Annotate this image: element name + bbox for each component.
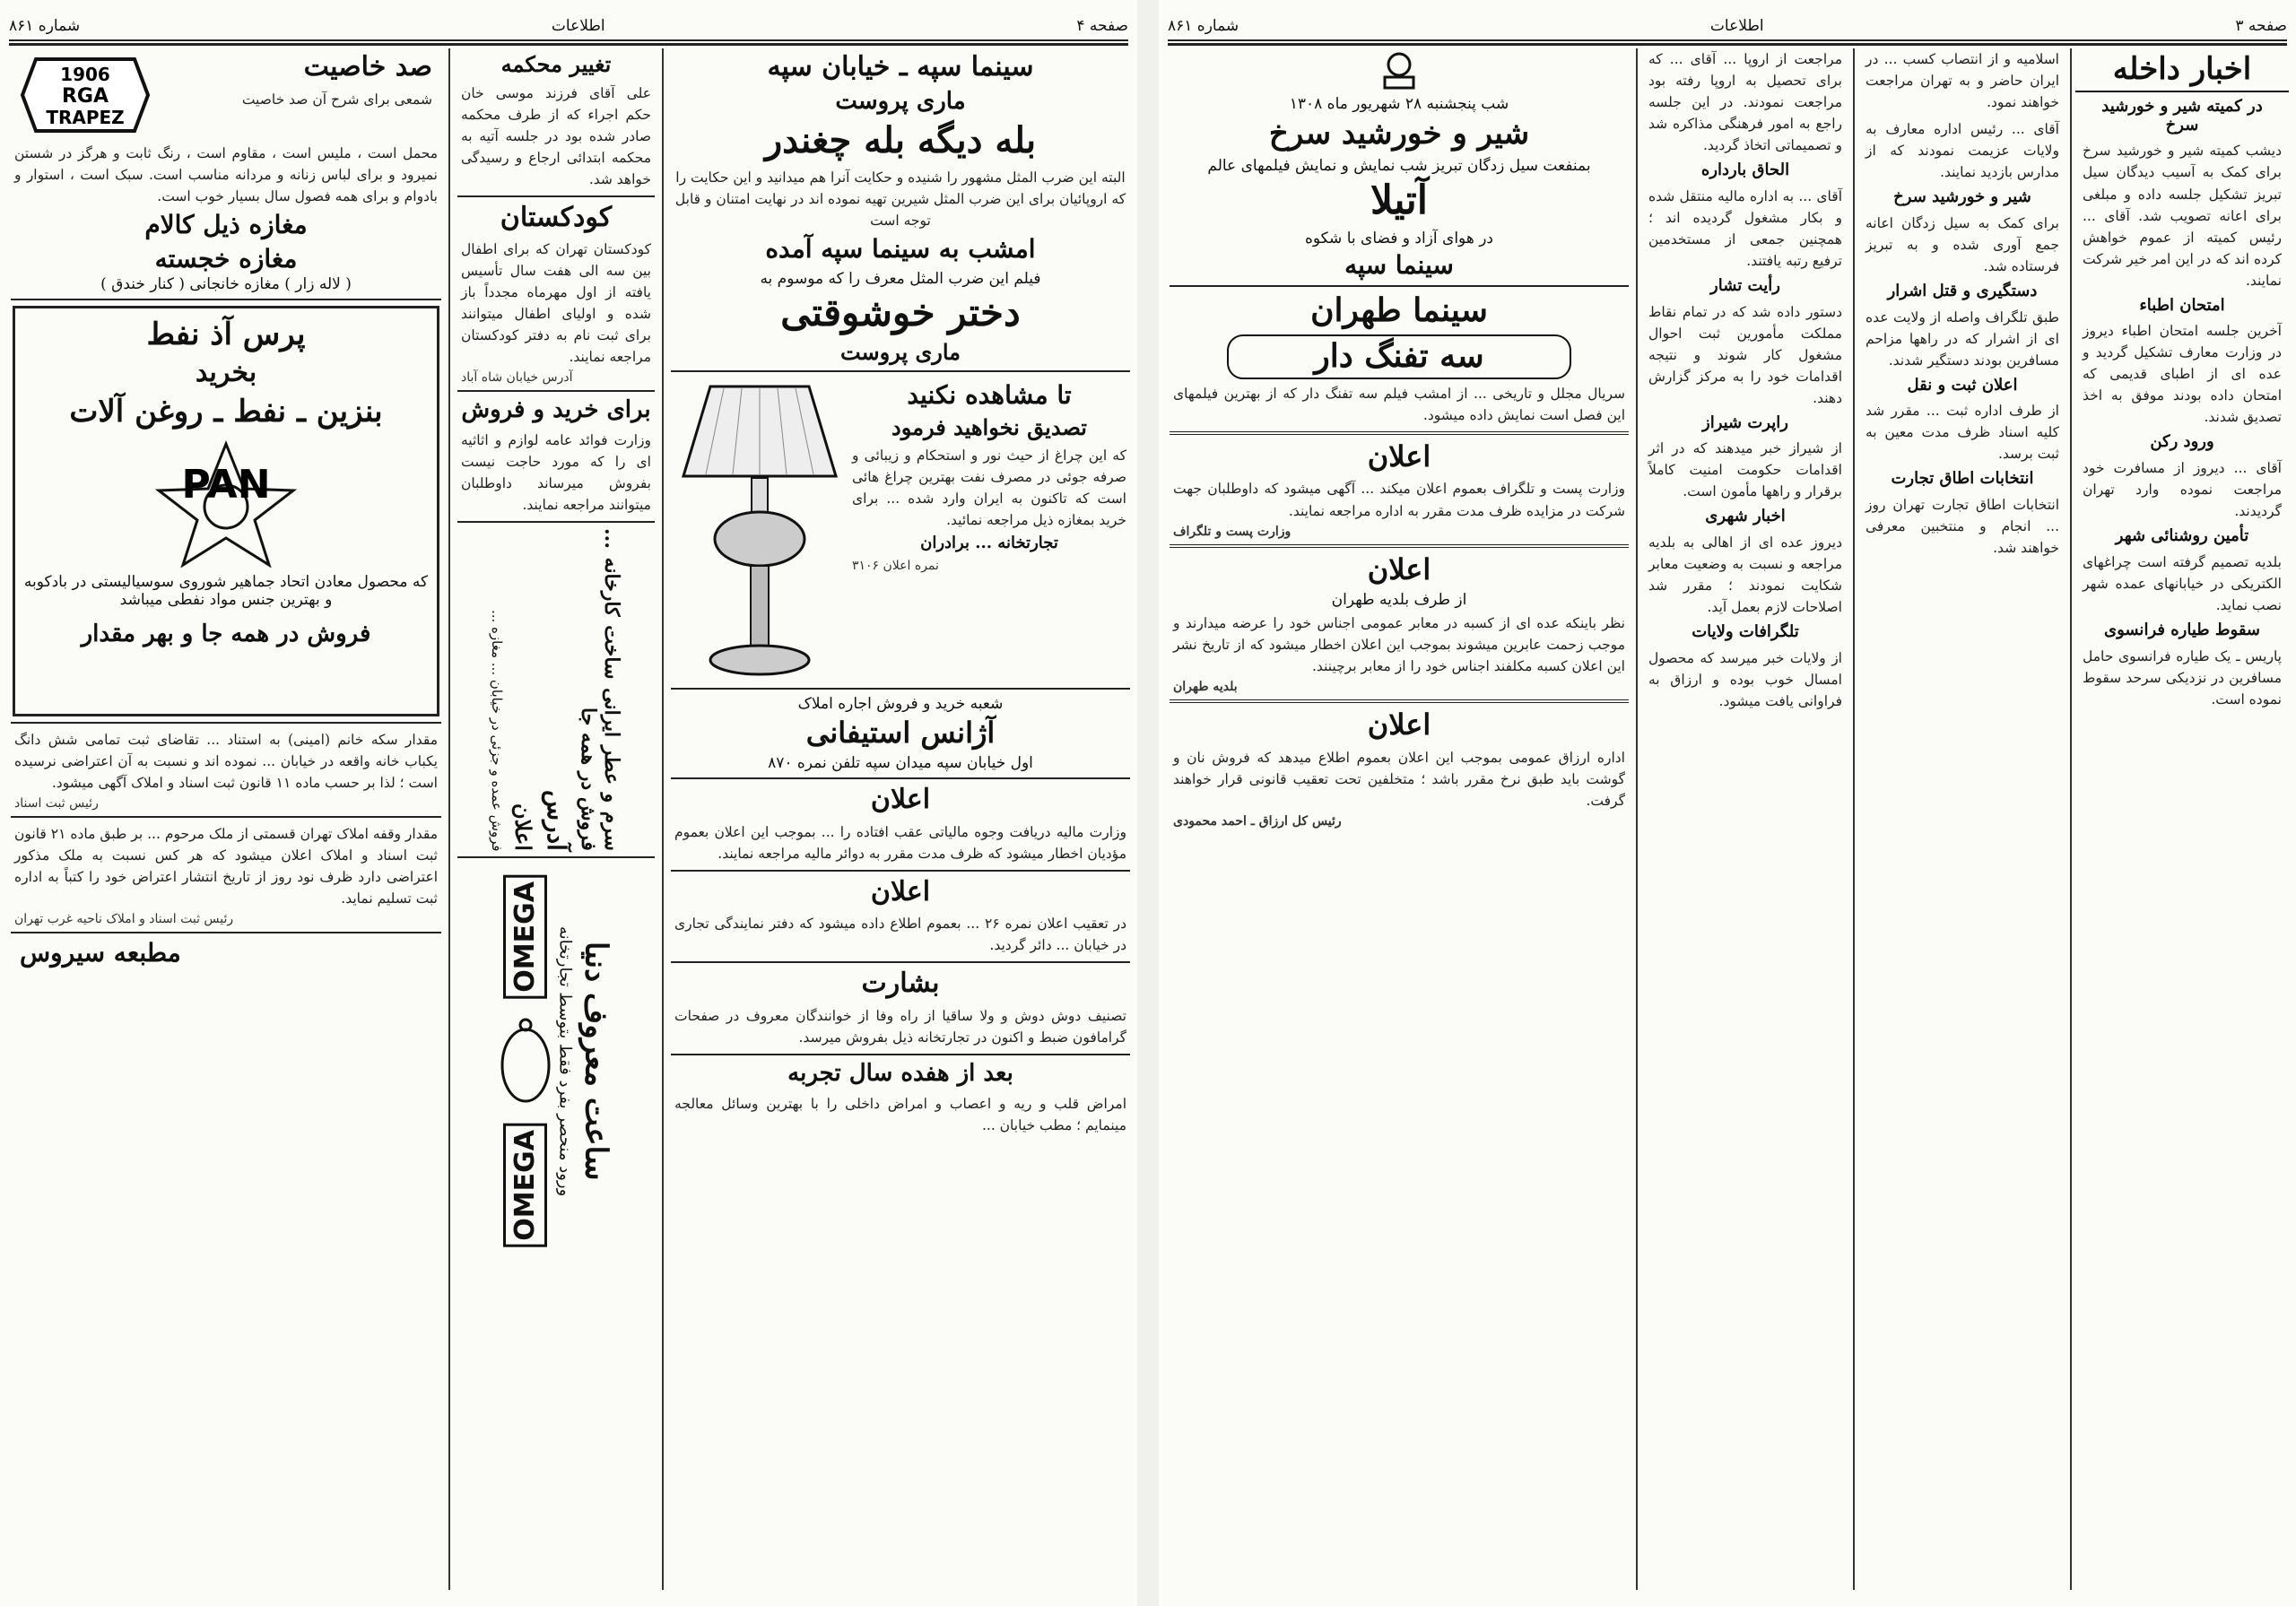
- pan-ad-heading: پرس آذ نفط: [146, 316, 306, 352]
- vertical-ad-perfume: سرم و عطر ایرانی ساخت کارخانه ... فروش در همه جا: [577, 528, 623, 852]
- vertical-ad-shop: فروش عمده و جزئی در خیابان ... مغازه ...: [489, 609, 505, 852]
- post-notice-body: وزارت پست و تلگراف بعموم اعلان میکند ... آگهی میشود که داوطلبان جهت شرکت در مزایده ظرف مدت مقرر به اداره مراجعه نمایند.: [1173, 481, 1625, 519]
- maria-prost-name-2: ماری پروست: [839, 338, 961, 365]
- registry-notice-1-signature: رئیس ثبت اسناد: [14, 795, 99, 811]
- lamp-ad-subheading: تصدیق نخواهید فرمود: [891, 413, 1087, 440]
- column-f-paragraph-1: اسلامیه و از انتصاب کسب ... در ایران حاضر و به تهران مراجعت خواهند نمود.: [1866, 51, 2059, 111]
- bale-chogondar-body: البته این ضرب المثل مشهور را شنیده و حکایت آنرا هم میدانید و این حکایت را که اروپائیان برای این ضرب المثل شیرین تهیه نموده اند در نهایت امتنان و قابل توجه است: [674, 169, 1126, 230]
- right-page-number: صفحه ۳: [2235, 17, 2287, 35]
- sad-khasiat-title: صد خاصیت: [303, 51, 432, 82]
- tehran-cinema-ad: [1173, 292, 1625, 426]
- pan-logo-word: PAN: [181, 461, 271, 508]
- tehran-cinema-title: سینما طهران: [1310, 291, 1488, 329]
- kindergarten-notice: [461, 203, 651, 386]
- left-column-b: [454, 48, 658, 1590]
- right-column-d: [1166, 48, 1632, 1590]
- finance-notice: [674, 785, 1126, 864]
- post-notice: [1173, 440, 1625, 539]
- post-notice-title: اعلان: [1367, 438, 1431, 473]
- finance-notice-title: اعلان: [870, 784, 931, 816]
- besharat-title: بشارت: [861, 968, 940, 1000]
- pan-ad-buy: بخرید: [195, 357, 257, 389]
- maria-prost-name: ماری پروست: [835, 87, 966, 115]
- store-kalam-name: مغازه ذیل کالام: [144, 209, 308, 239]
- right-column-g: [2075, 48, 2289, 1590]
- post-notice-signature: وزارت پست و تلگراف: [1173, 524, 1292, 539]
- court-change-title: تغییر محکمه: [500, 51, 612, 77]
- dokhtar-khoshvaghti-title: دختر خوشوقتی: [780, 290, 1021, 334]
- finance-notice-body: وزارت مالیه دریافت وجوه مالیاتی عقب افتاده را ... بموجب این اعلان بعموم مؤدیان اخطار میشود که ظرف مدت مقرر به دوائر مالیه مراجعه نمایند.: [674, 823, 1126, 862]
- rga-trapez-logo-icon: [18, 52, 152, 138]
- provisions-notice-body: اداره ارزاق عمومی بموجب این اعلان بعموم اطلاع میدهد که فروش نان و گوشت باید طبق نرخ مقرر باشد ؛ متخلفین تحت تعقیب قانونی قرار خواهند گرفت.: [1173, 750, 1625, 810]
- besharat-ad: [674, 968, 1126, 1048]
- oil-lamp-illustration-icon: [674, 378, 845, 682]
- registry-notice-2-body: مقدار وقفه املاک تهران قسمتی از ملک مرحوم ... بر طبق ماده ۲۱ قانون ثبت اسناد و املاک اعلان میشود که هر کس نسبت به ملک مذکور اعتراضی دارد ظرف نود روز از تاریخ انتشار اعتراض خود را کتباً به اداره ثبت تسلیم نماید.: [14, 825, 438, 907]
- atila-venue: در هوای آزاد و فضای با شکوه: [1304, 229, 1493, 247]
- doctor-ad-body: امراض قلب و ریه و اعصاب و امراض داخلی را با بهترین وسائل معالجه مینمایم ؛ مطب خیابان ...: [674, 1095, 1126, 1133]
- omega-slogan: ساعت معروف دنیا: [578, 941, 614, 1181]
- provisions-notice-title: اعلان: [1367, 708, 1431, 742]
- domestic-news-sub-3: ورود رکن: [2150, 432, 2214, 452]
- municipality-notice-subtitle: از طرف بلدیه طهران: [1331, 591, 1467, 610]
- store-khojasteh-name: مغازه خجسته: [154, 243, 298, 273]
- column-f-paragraph-6: انتخابات اطاق تجارت تهران روز ... انجام و منتخبین معرفی خواهند شد.: [1866, 496, 2059, 557]
- column-e-heading-5: تلگرافات ولایات: [1692, 622, 1799, 642]
- domestic-news-body-1: دیشب کمیته شیر و خورشید سرخ برای کمک به آسیب دیدگان سیل تبریز تشکیل جلسه داده و مبلغی برای اعانه تصویب شد. آقای ... رئیس کمیته از عموم خواهش کرده اند که در این امر خیر شرکت نمایند.: [2083, 143, 2282, 289]
- center-fold: [1137, 0, 1159, 1606]
- atila-film-title: آتیلا: [1370, 178, 1428, 224]
- registry-notice-2: [14, 823, 438, 926]
- domestic-news-sub-4: تأمین روشنائی شهر: [2115, 526, 2249, 546]
- omega-agent: ورود منحصر بفرد فقط بتوسط تجارتخانه: [555, 925, 575, 1196]
- column-f-heading-2: دستگیری و قتل اشرار: [1887, 281, 2038, 300]
- kindergarten-address: آدرس خیابان شاه آباد: [461, 370, 573, 386]
- lamp-ad-number: نمره اعلان ۳۱۰۶: [852, 559, 939, 574]
- pan-oil-ad: [13, 306, 439, 716]
- pocket-watch-icon: [499, 1016, 552, 1106]
- right-column-e: [1641, 48, 1849, 1590]
- lamp-ad-store: تجارتخانه ... برادران: [920, 534, 1058, 553]
- right-page-header: [1168, 13, 2287, 41]
- film-intro-line: فیلم این ضرب المثل معرف را که موسوم به: [760, 269, 1041, 288]
- domestic-news-body-2: آخرین جلسه امتحان اطباء دیروز در وزارت معارف تشکیل گردید و عده ای از اطبای قدیمی که امتحان داده بودند موفق به اخذ تصدیق شدند.: [2083, 323, 2282, 426]
- sad-khasiat-body: محمل است ، ملیس است ، مقاوم است ، رنگ ثابت و هرگز در شستن نمیرود و برای لباس زنانه و مردانه مناسب است. سبک است ، استوار و بادوام و برای همه فصول سال بسیار خوب است.: [14, 144, 438, 204]
- left-newspaper-page: [0, 0, 1137, 1606]
- sad-khasiat-ad: [14, 52, 438, 293]
- left-page-number: صفحه ۴: [1076, 17, 1128, 35]
- column-f-paragraph-3: برای کمک به سیل زدگان اعانه جمع آوری شده و به تبریز فرستاده شد.: [1866, 214, 2059, 274]
- vertical-ads-strip: [454, 528, 658, 851]
- cinema-sepah-heading: سینما سپه ـ خیابان سپه: [767, 51, 1034, 82]
- buy-sell-body: وزارت فوائد عامه لوازم و اثاثیه ای را که مورد حاجت نیست بفروش میرساند داوطلبان میتوانند مراجعه نمایند.: [461, 432, 651, 514]
- column-f-paragraph-2: آقای ... رئیس اداره معارف به ولایات عزیمت نمودند که از مدارس بازدید نمایند.: [1866, 121, 2059, 181]
- besharat-body: تصنیف دوش دوش و ولا ساقیا از راه وفا از خوانندگان معروف در صفحات گرامافون ضبط و اکنون در تجارتخانه ذیل بفروش میرسد.: [674, 1007, 1126, 1046]
- sad-khasiat-intro: شمعی برای شرح آن صد خاصیت: [241, 91, 432, 108]
- column-e-heading-3: راپرت شیراز: [1702, 412, 1788, 432]
- municipality-notice: [1173, 553, 1625, 695]
- agency-address: اول خیابان سپه میدان سپه تلفن نمره ۸۷۰: [768, 754, 1033, 773]
- domestic-news-body-3: آقای ... دیروز از مسافرت خود مراجعت نموده وارد تهران گردیدند.: [2083, 460, 2282, 520]
- pan-star-logo-icon: [136, 435, 316, 569]
- shir-khorshid-title: شیر و خورشید سرخ: [1268, 116, 1530, 152]
- column-e-paragraph-6: از ولایات خبر میرسد که محصول امسال خوب بوده و ارزاق به فراوانی یافت میشود.: [1648, 649, 1842, 709]
- municipality-notice-signature: بلدیه طهران: [1173, 680, 1238, 695]
- provisions-notice-signature: رئیس کل ارزاق ـ احمد محمودی: [1173, 814, 1342, 829]
- column-e-heading-1: الحاق بارداره: [1700, 161, 1790, 180]
- lamp-ad: [674, 378, 1126, 682]
- omega-watch-ad: [454, 864, 658, 1258]
- left-page-issue: شماره ۸۶۱: [9, 17, 81, 35]
- lion-and-sun-emblem-icon: [1372, 48, 1426, 93]
- column-f-heading-3: اعلان ثبت و نقل: [1907, 375, 2018, 395]
- left-column-a: [7, 48, 445, 1590]
- domestic-news-body-5: پاریس ـ یک طیاره فرانسوی حامل مسافرین در نزدیکی سرحد سقوط نموده است.: [2083, 647, 2282, 708]
- lamp-ad-body: که این چراغ از حیث نور و استحکام و زیبائی و صرفه جوئی در مصرف نفت بهترین چراغ هائی است که تاکنون به ایران وارد شده ... برای خرید بمغازه ذیل مراجعه نمائید.: [852, 447, 1126, 529]
- buy-sell-notice: [461, 397, 651, 516]
- court-change-body: علی آقای فرزند موسی خان حکم اجراء که از طرف محکمه صادر شده بود در جلسه آتیه به محکمه ابتدائی ارجاع و رسیدگی خواهد شد.: [461, 84, 651, 187]
- omega-logo-1: OMEGA: [503, 875, 547, 999]
- registry-notice-1: [14, 729, 438, 811]
- bale-chogondar-title: بله دیگه بله چغندر: [764, 119, 1037, 162]
- registry-notice-1-body: مقدار سکه خانم (امینی) به استناد ... تقاضای ثبت تمامی شش دانگ یکباب خانه واقعه در خیابان ... نموده اند و نسبت به آن اعتراضی نرسیده است ؛ لذا بر حسب ماده ۱۱ قانون ثبت اسناد و املاک آگهی میشود.: [14, 731, 438, 791]
- svg-text:RGA: RGA: [61, 85, 109, 108]
- domestic-news-body-4: بلدیه تصمیم گرفته است چراغهای الکتریکی در خیابانهای عمده شهر نصب نماید.: [2083, 553, 2282, 613]
- sinema-sepah-label: سینما سپه: [1344, 249, 1454, 280]
- pan-ad-body: که محصول معادن اتحاد جماهیر شوروی سوسیالیستی در بادکوبه و بهترین جنس مواد نفطی میباشد: [23, 572, 429, 609]
- right-column-f: [1858, 48, 2066, 1590]
- kindergarten-body: کودکستان تهران که برای اطفال بین سه الی هفت سال تأسیس یافته از اول مهرماه مجدداً باز شده و اولیای اطفال میتوانند برای ثبت نام به دفتر کودکستان مراجعه نمایند.: [461, 241, 651, 366]
- domestic-news-sub-1: در کمیته شیر و خورشید سرخ: [2101, 97, 2263, 135]
- column-e-paragraph-5: دیروز عده ای از اهالی به بلدیه مراجعه و نسبت به وضعیت معابر شکایت نمودند ؛ مقرر شد اصلاحات لازم بعمل آید.: [1648, 534, 1842, 616]
- shir-khorshid-body: بمنفعت سیل زدگان تبریز شب نمایش و نمایش فیلمهای عالم: [1207, 157, 1591, 176]
- trade-notice-title: اعلان: [870, 875, 931, 907]
- stephanie-agency-ad: [674, 695, 1126, 773]
- provisions-notice: [1173, 708, 1625, 829]
- column-f-heading-4: انتخابات اطاق تجارت: [1891, 469, 2034, 489]
- pan-ad-products: بنزین ـ نفط ـ روغن آلات: [69, 393, 383, 430]
- omega-logo-2: OMEGA: [503, 1124, 547, 1247]
- three-musketeers-body: سریال مجلل و تاریخی ... از امشب فیلم سه تفنگ دار که از بهترین فیلمهای این فصل است نمایش داده میشود.: [1173, 385, 1625, 423]
- court-change-notice: [461, 52, 651, 190]
- cinema-date: شب پنجشنبه ۲۸ شهریور ماه ۱۳۰۸: [1289, 95, 1509, 113]
- right-page-issue: شماره ۸۶۱: [1168, 17, 1239, 35]
- column-e-paragraph-2: آقای ... به اداره مالیه منتقل شده و بکار مشغول گردیده اند ؛ همچنین جمعی از مستخدمین ترفیع رتبه یافتند.: [1648, 187, 1842, 269]
- doctor-ad-title: بعد از هفده سال تجربه: [787, 1059, 1013, 1087]
- column-e-heading-2: رأیت تشار: [1710, 275, 1780, 295]
- domestic-news-title: اخبار داخله: [2075, 52, 2289, 92]
- pan-ad-footer: فروش در همه جا و بهر مقدار: [81, 620, 371, 647]
- vertical-ad-address-label: آدرس: [542, 790, 571, 852]
- column-f-heading-1: شیر و خورشید سرخ: [1893, 187, 2031, 207]
- right-page-paper-title: اطلاعات: [1709, 17, 1764, 35]
- municipality-notice-title: اعلان: [1367, 551, 1431, 586]
- left-page-header: [9, 13, 1128, 41]
- cinema-sepah-bale-ad: [674, 52, 1126, 365]
- svg-text:TRAPEZ: TRAPEZ: [46, 107, 125, 128]
- column-e-paragraph-4: از شیراز خبر میدهند که در اثر اقدامات حکومت امنیت کاملاً برقرار و راهها مأمون است.: [1648, 440, 1842, 500]
- tonight-at-sepah: امشب به سینما سپه آمده: [765, 234, 1036, 265]
- store-khojasteh-address: ( لاله زار ) مغازه خانجانی ( کنار خندق ): [100, 274, 352, 293]
- trade-notice: [674, 877, 1126, 957]
- svg-text:1906: 1906: [60, 64, 110, 85]
- registry-notice-2-signature: رئیس ثبت اسناد و املاک ناحیه غرب تهران: [14, 912, 234, 927]
- agency-subtitle: شعبه خرید و فروش اجاره املاک: [797, 694, 1004, 713]
- kindergarten-title: کودکستان: [500, 201, 613, 233]
- column-e-paragraph-1: مراجعت از اروپا ... آقای ... که برای تحصیل به اروپا رفته بود مراجعت نمودند. در این جلسه راجع به امور فرهنگی مذاکره شد و تصمیماتی اتخاذ گردید.: [1648, 51, 1842, 154]
- printer-imprint: مطبعه سیروس: [20, 938, 181, 968]
- column-e-heading-4: اخبار شهری: [1705, 507, 1786, 526]
- column-f-paragraph-5: از طرف اداره ثبت ... مقرر شد کلیه اسناد ظرف مدت معین به ثبت برسد.: [1866, 403, 2059, 463]
- doctor-ad: [674, 1061, 1126, 1136]
- trade-notice-body: در تعقیب اعلان نمره ۲۶ ... بعموم اطلاع داده میشود که دفتر نمایندگی تجاری در خیابان ... دائر گردید.: [674, 916, 1126, 954]
- three-musketeers-title: سه تفنگ دار: [1227, 334, 1571, 378]
- domestic-news-sub-2: امتحان اطباء: [2139, 295, 2225, 315]
- agency-title: آژانس استیفانی: [805, 715, 996, 750]
- vertical-ad-notice-label: اعلان: [510, 803, 536, 852]
- municipality-notice-body: نظر باینکه عده ای از کسبه در معابر عمومی اجناس خود را عرضه میدارند و موجب زحمت عابرین میشوند بموجب این اعلان اخطار میشود که از تاریخ نشر این اعلان کسبه مکلفند اجناس خود را از معابر برچینند.: [1173, 615, 1625, 675]
- lamp-ad-heading: تا مشاهده نکنید: [907, 379, 1072, 410]
- right-newspaper-page: [1159, 0, 2296, 1606]
- shir-khorshid-cinema-ad: [1173, 48, 1625, 280]
- domestic-news-sub-5: سقوط طیاره فرانسوی: [2103, 620, 2261, 639]
- column-e-paragraph-3: دستور داده شد که در تمام نقاط مملکت مأمورین ثبت احوال مشغول کار شوند و نتیجه اقدامات خود را به مرکز گزارش دهند.: [1648, 303, 1842, 406]
- column-f-paragraph-4: طبق تلگراف واصله از ولایت عده ای از اشرار که در راهها مزاحم مسافرین بودند دستگیر شدند.: [1866, 308, 2059, 369]
- left-page-paper-title: اطلاعات: [551, 17, 605, 35]
- buy-sell-title: برای خرید و فروش: [461, 396, 651, 424]
- left-column-c: [667, 48, 1134, 1590]
